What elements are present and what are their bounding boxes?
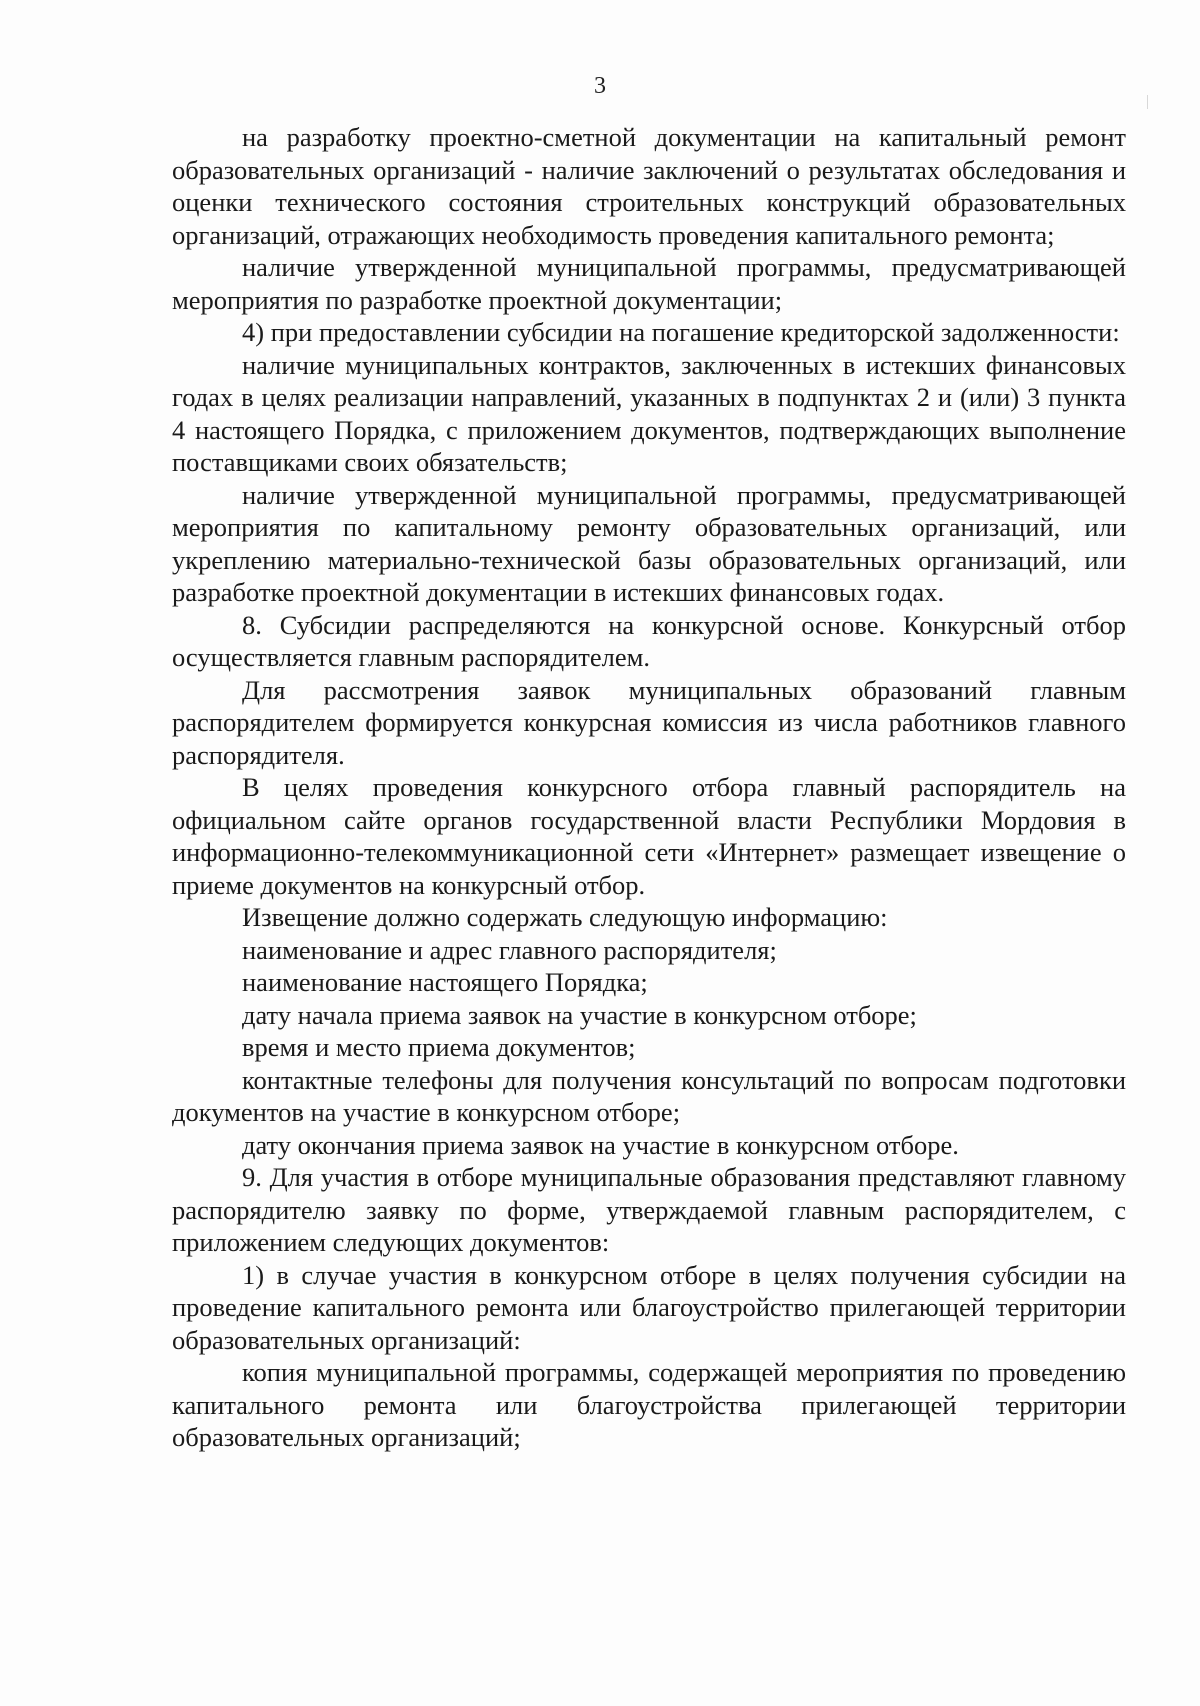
paragraph: В целях проведения конкурсного отбора главный распорядитель на официальном сайте органов государственной власти Республики Мордовия в информационно-телекоммуникационной сети «Интернет» размещает извещение о приеме документов на конкурсный отбор. <box>172 772 1126 900</box>
paragraph: наличие утвержденной муниципальной программы, предусматривающей мероприятия по капитальному ремонту образовательных организаций, или укреплению материально-технической базы образовательных организаций, или разработке проектной документации в истекших финансовых годах. <box>172 479 1126 607</box>
paragraph: Для рассмотрения заявок муниципальных образований главным распорядителем формируется конкурсная комиссия из числа работников главного распорядителя. <box>172 674 1126 770</box>
paragraph: Извещение должно содержать следующую информацию: <box>242 902 888 932</box>
paragraph: контактные телефоны для получения консультаций по вопросам подготовки документов на участие в конкурсном отборе; <box>172 1064 1126 1127</box>
paragraph: дату начала приема заявок на участие в конкурсном отборе; <box>242 999 917 1030</box>
paragraph: 1) в случае участия в конкурсном отборе в целях получения субсидии на проведение капитального ремонта или благоустройство прилегающей территории образовательных организаций: <box>172 1259 1126 1355</box>
page-number: 3 <box>594 73 606 99</box>
paragraph: наименование и адрес главного распорядителя; <box>242 934 777 965</box>
paragraph: дату окончания приема заявок на участие в конкурсном отборе. <box>242 1129 959 1160</box>
paragraph: наличие утвержденной муниципальной программы, предусматривающей мероприятия по разработке проектной документации; <box>172 252 1126 315</box>
paragraph: на разработку проектно-сметной документации на капитальный ремонт образовательных организаций - наличие заключений о результатах обследования и оценки технического состояния строительных конструкций образовательных организаций, отражающих необходимость проведения капитального ремонта; <box>172 122 1126 250</box>
paragraph: копия муниципальной программы, содержащей мероприятия по проведению капитального ремонта или благоустройства прилегающей территории образовательных организаций; <box>172 1357 1126 1452</box>
scan-artifact <box>1147 95 1148 109</box>
paragraph: 9. Для участия в отборе муниципальные образования представляют главному распорядителю заявку по форме, утверждаемой главным распорядителем, с приложением следующих документов: <box>172 1162 1126 1257</box>
paragraph: наличие муниципальных контрактов, заключенных в истекших финансовых годах в целях реализации направлений, указанных в подпунктах 2 и (или) 3 пункта 4 настоящего Порядка, с приложением документов, подтверждающих выполнение поставщиками своих обязательств; <box>172 349 1126 477</box>
document-body <box>172 121 1126 1454</box>
paragraph: 8. Субсидии распределяются на конкурсной основе. Конкурсный отбор осуществляется главным распорядителем. <box>172 609 1126 672</box>
paragraph: 4) при предоставлении субсидии на погашение кредиторской задолженности: <box>242 317 1120 347</box>
paragraph: время и место приема документов; <box>242 1032 636 1062</box>
paragraph: наименование настоящего Порядка; <box>242 967 648 997</box>
